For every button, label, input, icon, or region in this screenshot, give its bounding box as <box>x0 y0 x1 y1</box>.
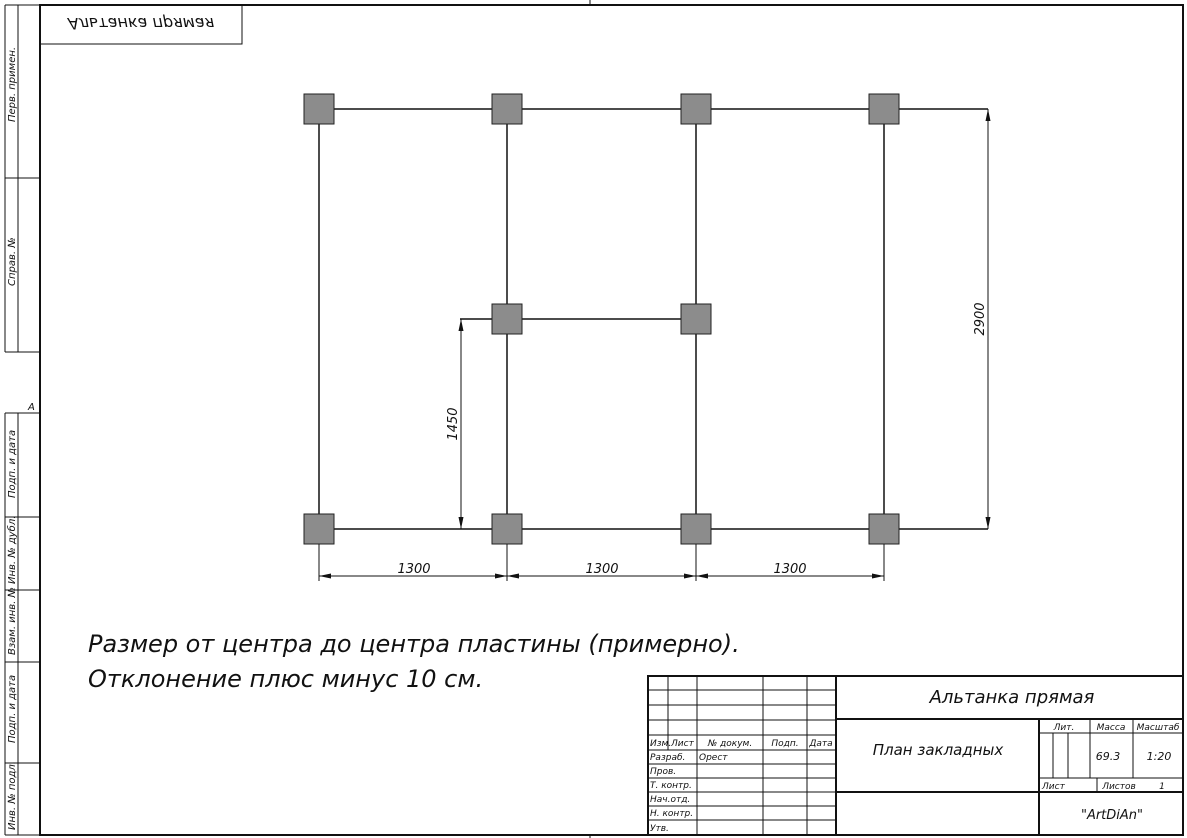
tb-name-razrab: Орест <box>699 753 728 763</box>
tb-role-nkontr: Н. контр. <box>650 809 694 819</box>
tb-object-name: Альтанка прямая <box>929 687 1095 708</box>
tb-col-data: Дата <box>809 739 833 749</box>
drawing-frame <box>40 5 1183 835</box>
title-block <box>648 676 1183 835</box>
dim-span-3: 1300 <box>773 562 807 577</box>
stamp-podp-data-2: Подп. и дата <box>7 674 18 743</box>
tb-col-doc: № докум. <box>707 739 753 749</box>
tb-mass-value: 69.3 <box>1095 750 1121 763</box>
stamp-perv-primen: Перв. примен. <box>7 46 18 122</box>
plate <box>492 514 522 544</box>
format-mark: А <box>28 402 35 413</box>
tb-lit-label: Лит. <box>1053 723 1075 733</box>
dim-height-total: 2900 <box>973 302 988 336</box>
note-line-1: Размер от центра до центра пластины (примерно). <box>88 630 740 658</box>
tb-role-prov: Пров. <box>650 767 677 777</box>
tb-col-izm: Изм. <box>650 739 672 749</box>
horizontal-dimensions <box>319 544 884 581</box>
tb-scale-value: 1:20 <box>1146 750 1172 763</box>
plate <box>681 304 711 334</box>
tb-col-list: Лист <box>671 739 694 749</box>
tb-role-nachotd: Нач.отд. <box>650 795 691 805</box>
stamp-podp-data-1: Подп. и дата <box>7 429 18 498</box>
dim-height-partial: 1450 <box>446 407 461 441</box>
tb-col-podp: Подп. <box>771 739 799 749</box>
plate <box>304 94 334 124</box>
stamp-inv-dubl: Инв. № дубл. <box>7 515 18 584</box>
dim-span-2: 1300 <box>585 562 619 577</box>
plate <box>304 514 334 544</box>
plate <box>869 514 899 544</box>
stamp-vzam-inv: Взам. инв. № <box>7 587 18 655</box>
left-stamps <box>5 5 40 835</box>
plate <box>869 94 899 124</box>
tb-mass-label: Масса <box>1096 723 1126 733</box>
tb-role-razrab: Разраб. <box>650 753 686 763</box>
plate <box>681 514 711 544</box>
tb-company: "ArtDiAn" <box>1080 808 1144 823</box>
plate <box>492 94 522 124</box>
stamp-inv-podl: Инв. № подл. <box>7 761 18 830</box>
tb-scale-label: Масштаб <box>1136 723 1180 733</box>
tb-role-utv: Утв. <box>650 824 669 834</box>
dim-span-1: 1300 <box>397 562 431 577</box>
plate <box>492 304 522 334</box>
plate <box>681 94 711 124</box>
tb-drawing-name: План закладных <box>872 741 1004 759</box>
tb-sheet-label: Лист <box>1042 782 1065 792</box>
note-line-2: Отклонение плюс минус 10 см. <box>88 665 484 693</box>
tb-sheets-value: 1 <box>1159 782 1165 792</box>
mirrored-stamp-text: Альтанка прямая <box>67 14 215 33</box>
stamp-sprav: Справ. № <box>7 237 18 286</box>
tb-role-tkontr: Т. контр. <box>650 781 692 791</box>
tb-sheets-label: Листов <box>1102 782 1136 792</box>
beam-grid <box>319 109 988 529</box>
